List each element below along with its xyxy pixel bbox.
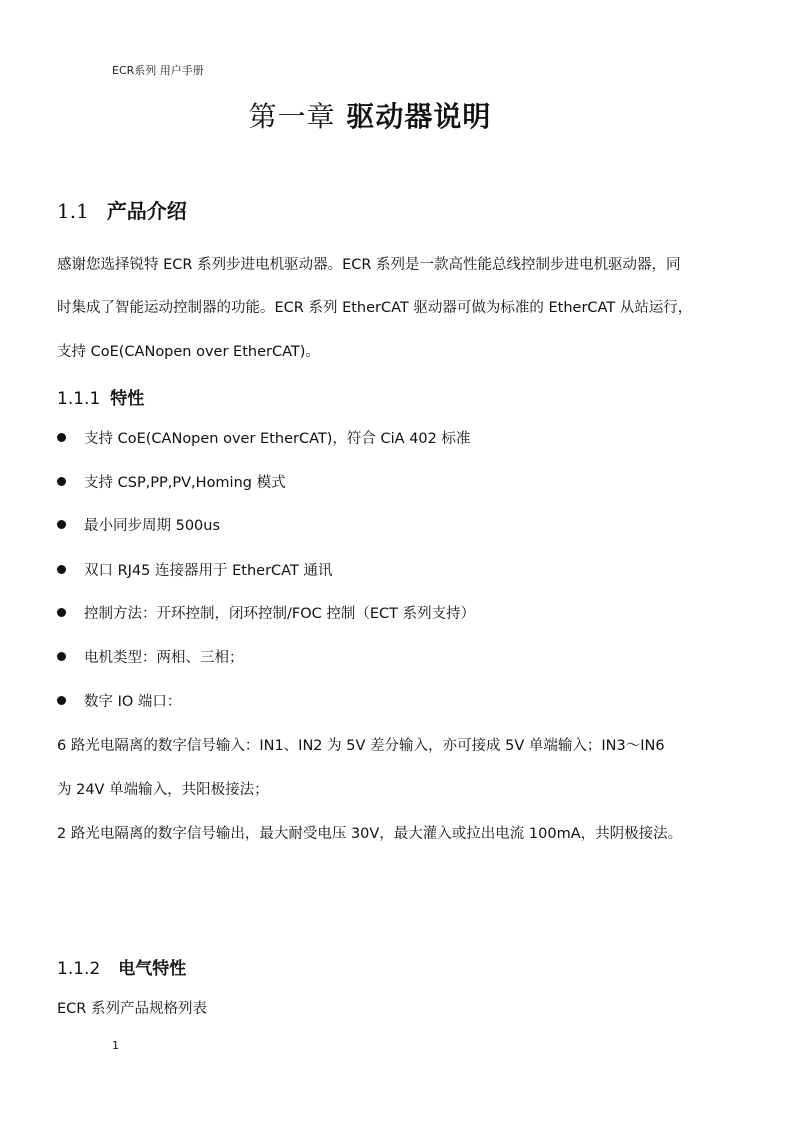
bullet-dot-icon [57,477,66,486]
feature-text: 支持 CoE(CANopen over EtherCAT)，符合 CiA 402 标准 [84,431,471,447]
intro-line-1: 感谢您选择锐特 ECR 系列步进电机驱动器。ECR 系列是一款高性能总线控制步进电机驱动器，同 [57,257,681,273]
bullet-dot-icon [57,652,66,661]
section-heading-1-1-1 [57,384,144,409]
feature-bullet [57,604,475,624]
feature-text: 数字 IO 端口： [84,694,182,710]
feature-text: 双口 RJ45 连接器用于 EtherCAT 通讯 [84,563,333,579]
chapter-number: 第一章 [248,100,336,133]
io-line-3: 2 路光电隔离的数字信号输出，最大耐受电压 30V，最大灌入或拉出电流 100mA，共阴极接法。 [57,826,683,842]
page-number: 1 [112,1039,119,1052]
section-number: 1.1.2 [57,959,101,979]
section-title: 产品介绍 [106,199,187,223]
feature-bullet [57,473,286,493]
bullet-dot-icon [57,608,66,617]
io-line-2: 为 24V 单端输入，共阳极接法； [57,782,269,798]
feature-text: 控制方法：开环控制，闭环控制/FOC 控制（ECT 系列支持） [84,606,476,622]
feature-text: 最小同步周期 500us [84,518,221,534]
chapter-name: 驱动器说明 [346,100,492,133]
bullet-dot-icon [57,520,66,529]
feature-bullet [57,516,220,536]
section-title: 特性 [110,389,145,409]
feature-bullet [57,429,470,449]
io-line-1: 6 路光电隔离的数字信号输入：IN1、IN2 为 5V 差分输入，亦可接成 5V 单端输入；IN3～IN6 [57,738,665,754]
feature-bullet [57,648,244,668]
section-heading-1-1 [57,195,187,224]
intro-line-3: 支持 CoE(CANopen over EtherCAT)。 [57,344,320,360]
intro-line-2: 时集成了智能运动控制器的功能。ECR 系列 EtherCAT 驱动器可做为标准的 EtherCAT 从站运行， [57,300,693,316]
section-number: 1.1.1 [57,389,101,409]
bullet-dot-icon [57,565,66,574]
feature-bullet [57,692,181,712]
running-header: ECR系列 用户手册 [112,64,204,77]
table-caption: ECR 系列产品规格列表 [57,1001,207,1017]
feature-text: 电机类型：两相、三相； [84,650,244,666]
chapter-title [0,95,740,135]
bullet-dot-icon [57,433,66,442]
feature-bullet [57,561,332,581]
bullet-dot-icon [57,696,66,705]
feature-text: 支持 CSP,PP,PV,Homing 模式 [84,475,286,491]
section-title: 电气特性 [118,959,187,979]
section-number: 1.1 [57,199,89,223]
section-heading-1-1-2 [57,954,186,979]
